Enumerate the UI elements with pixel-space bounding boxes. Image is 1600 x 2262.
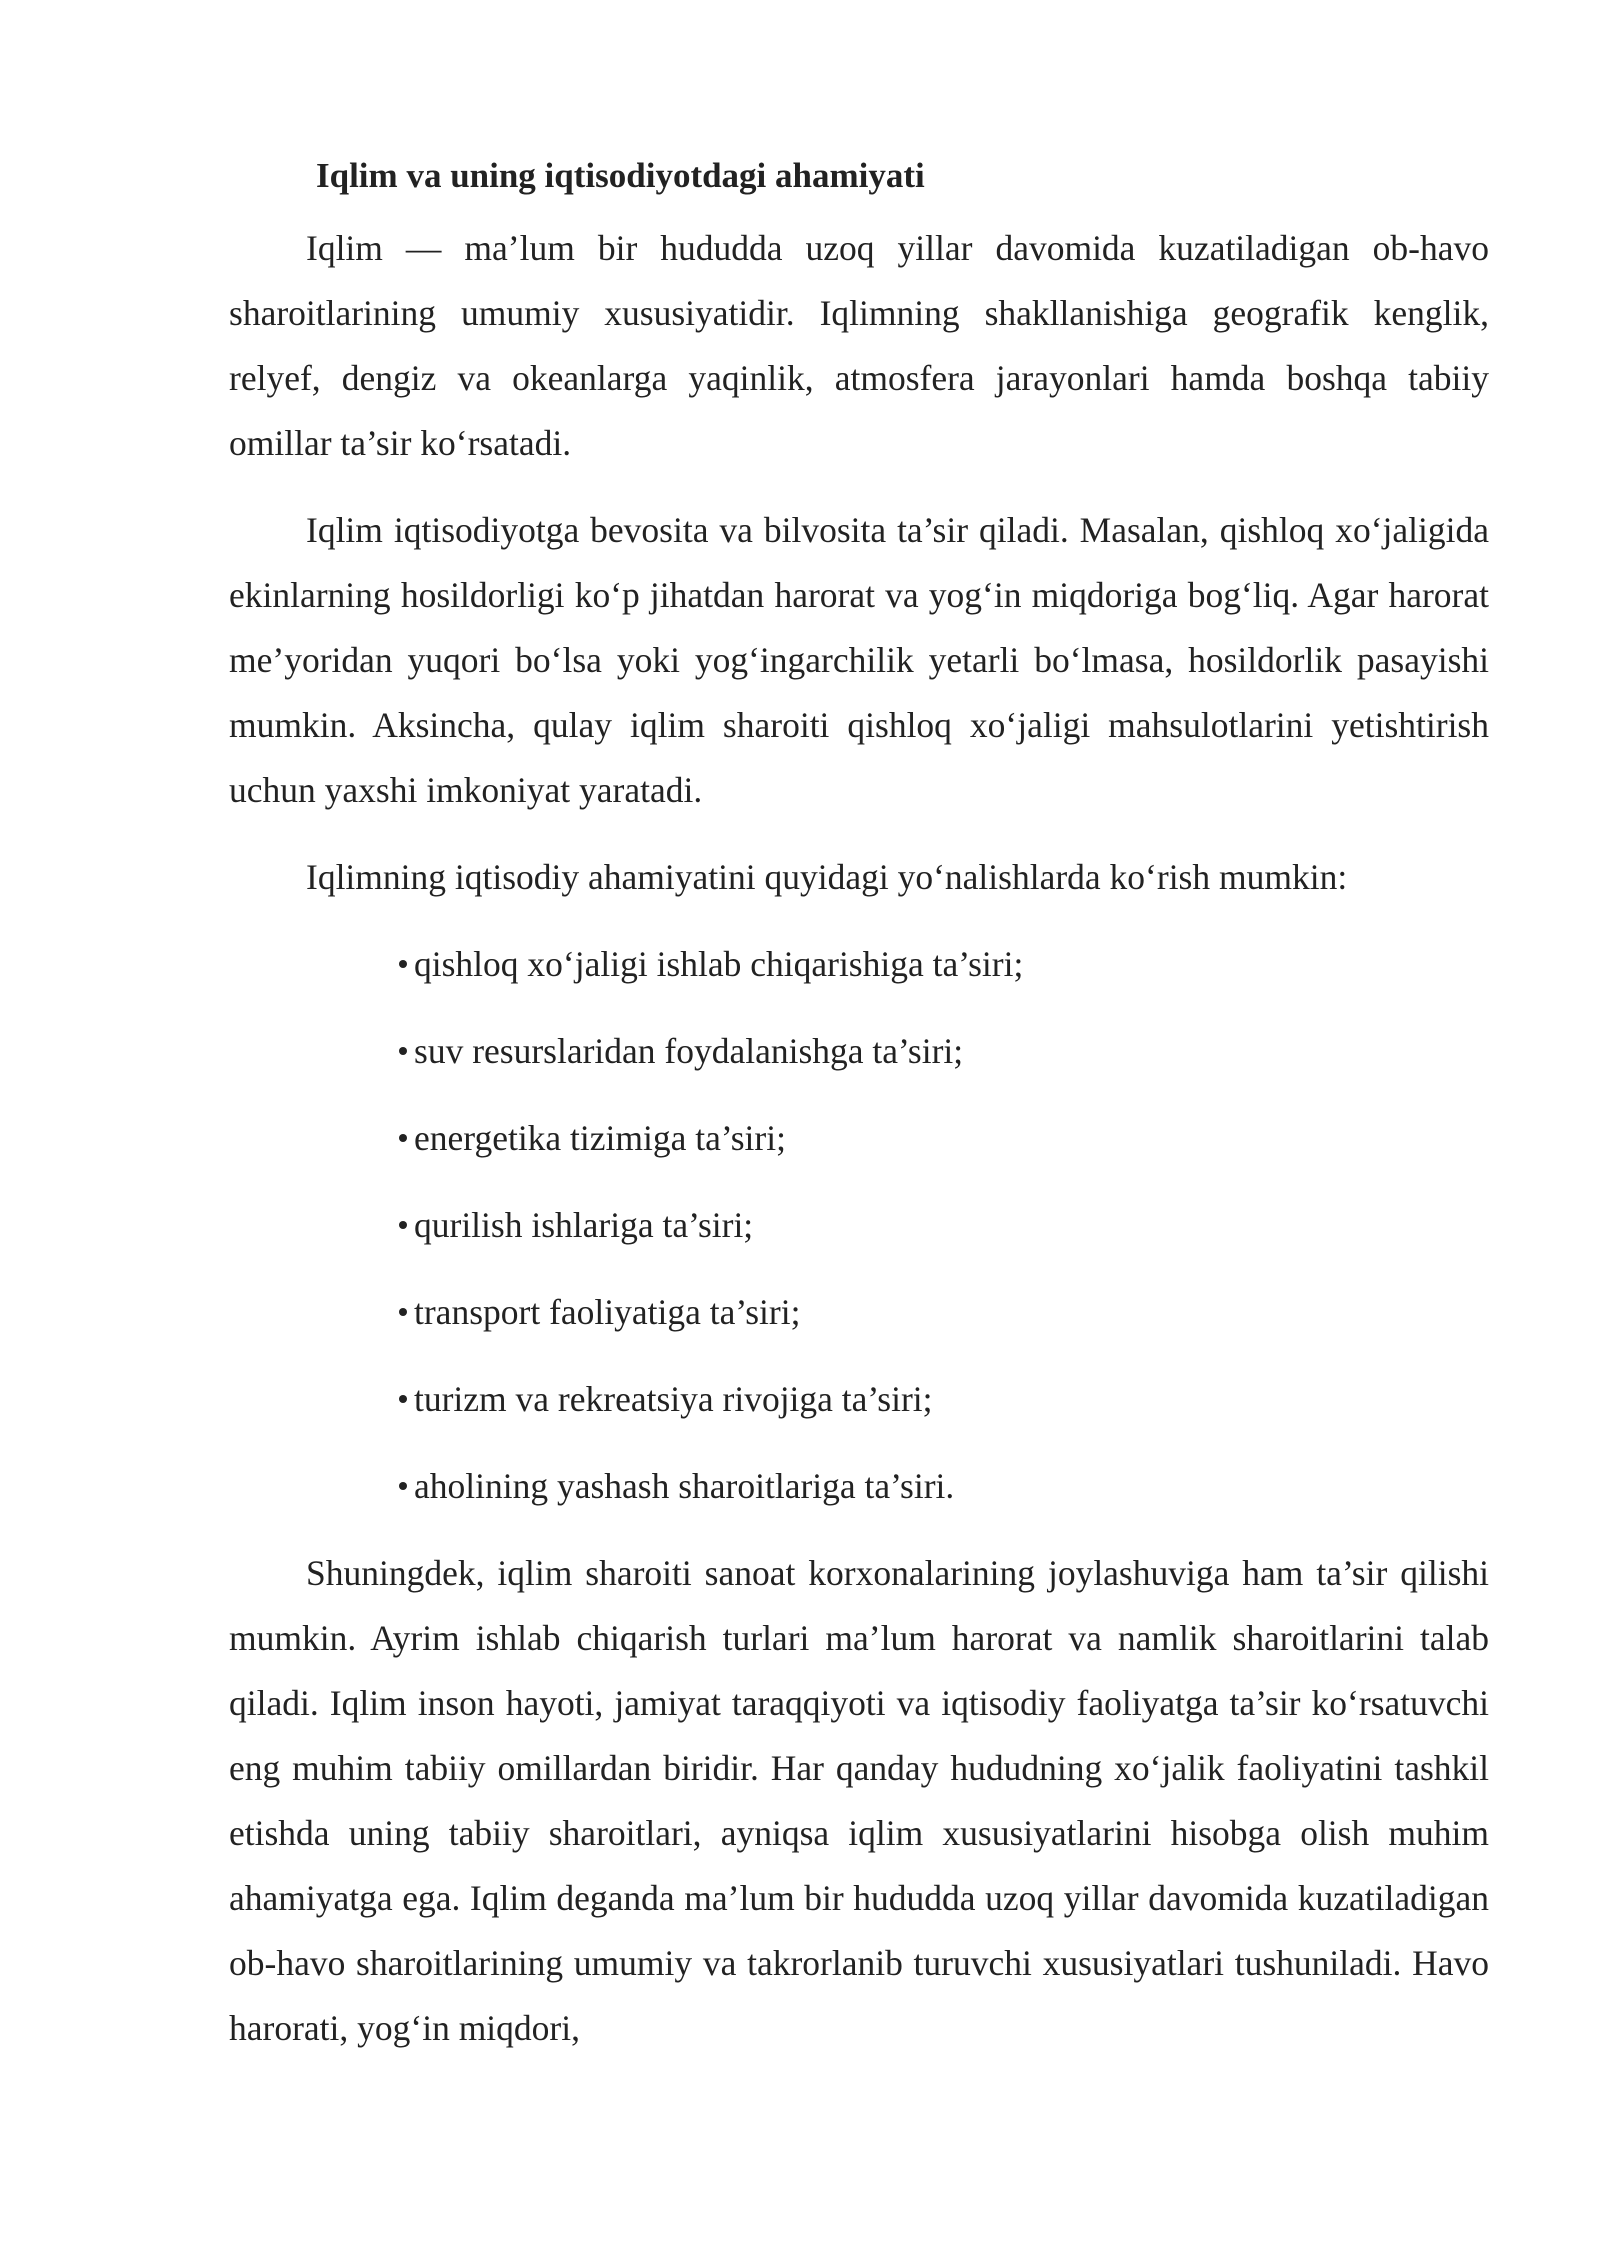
list-item-text: turizm va rekreatsiya rivojiga ta’siri;: [414, 1379, 933, 1419]
bullet-icon: [399, 1047, 407, 1055]
bullet-icon: [399, 1221, 407, 1229]
list-item: [399, 1367, 1489, 1432]
bullet-icon: [399, 960, 407, 968]
list-item: [399, 1454, 1489, 1519]
bullet-icon: [399, 1134, 407, 1142]
list-item: [399, 1106, 1489, 1171]
paragraph-closing: Shuningdek, iqlim sharoiti sanoat korxonalarining joylashuviga ham ta’sir qilishi mumkin. Ayrim ishlab chiqarish turlari ma’lum harorat va namlik sharoitlarini talab qiladi. Iqlim inson hayoti, jamiyat taraqqiyoti va iqtisodiy faoliyatga ta’sir ko‘rsatuvchi eng muhim tabiiy omillardan biridir. Har qanday hududning xo‘jalik faoliyatini tashkil etishda uning tabiiy sharoitlari, ayniqsa iqlim xususiyatlarini hisobga olish muhim ahamiyatga ega. Iqlim deganda ma’lum bir hududda uzoq yillar davomida kuzatiladigan ob-havo sharoitlarining umumiy va takrorlanib turuvchi xususiyatlari tushuniladi. Havo harorati, yog‘in miqdori,: [229, 1553, 1489, 2048]
list-intro: Iqlimning iqtisodiy ahamiyatini quyidagi yo‘nalishlarda ko‘rish mumkin:: [306, 857, 1348, 897]
paragraph-economic-impact: Iqlim iqtisodiyotga bevosita va bilvosita ta’sir qiladi. Masalan, qishloq xo‘jaligida ekinlarning hosildorligi ko‘p jihatdan harorat va yog‘in miqdoriga bog‘liq. Agar harorat me’yoridan yuqori bo‘lsa yoki yog‘ingarchilik yetarli bo‘lmasa, hosildorlik pasayishi mumkin. Aksincha, qulay iqlim sharoiti qishloq xo‘jaligi mahsulotlarini yetishtirish uchun yaxshi imkoniyat yaratadi.: [229, 510, 1489, 810]
list-item-text: energetika tizimiga ta’siri;: [414, 1118, 786, 1158]
list-item-text: aholining yashash sharoitlariga ta’siri.: [414, 1466, 955, 1506]
list-item: [399, 1280, 1489, 1345]
list-item-text: transport faoliyatiga ta’siri;: [414, 1292, 801, 1332]
bullet-icon: [399, 1395, 407, 1403]
list-item: [399, 1193, 1489, 1258]
document-title: Iqlim va uning iqtisodiyotdagi ahamiyati: [316, 156, 925, 195]
list-item-text: qurilish ishlariga ta’siri;: [414, 1205, 754, 1245]
bullet-icon: [399, 1308, 407, 1316]
list-item-text: qishloq xo‘jaligi ishlab chiqarishiga ta’siri;: [414, 944, 1024, 984]
list-item: [399, 932, 1489, 997]
list-item-text: suv resurslaridan foydalanishga ta’siri;: [414, 1031, 964, 1071]
bullet-icon: [399, 1482, 407, 1490]
paragraph-definition: Iqlim — ma’lum bir hududda uzoq yillar davomida kuzatiladigan ob-havo sharoitlarining umumiy xususiyatidir. Iqlimning shakllanishiga geografik kenglik, relyef, dengiz va okeanlarga yaqinlik, atmosfera jarayonlari hamda boshqa tabiiy omillar ta’sir ko‘rsatadi.: [229, 228, 1489, 463]
effects-list: [229, 932, 1489, 1519]
document-page: [229, 148, 1489, 2083]
list-item: [399, 1019, 1489, 1084]
